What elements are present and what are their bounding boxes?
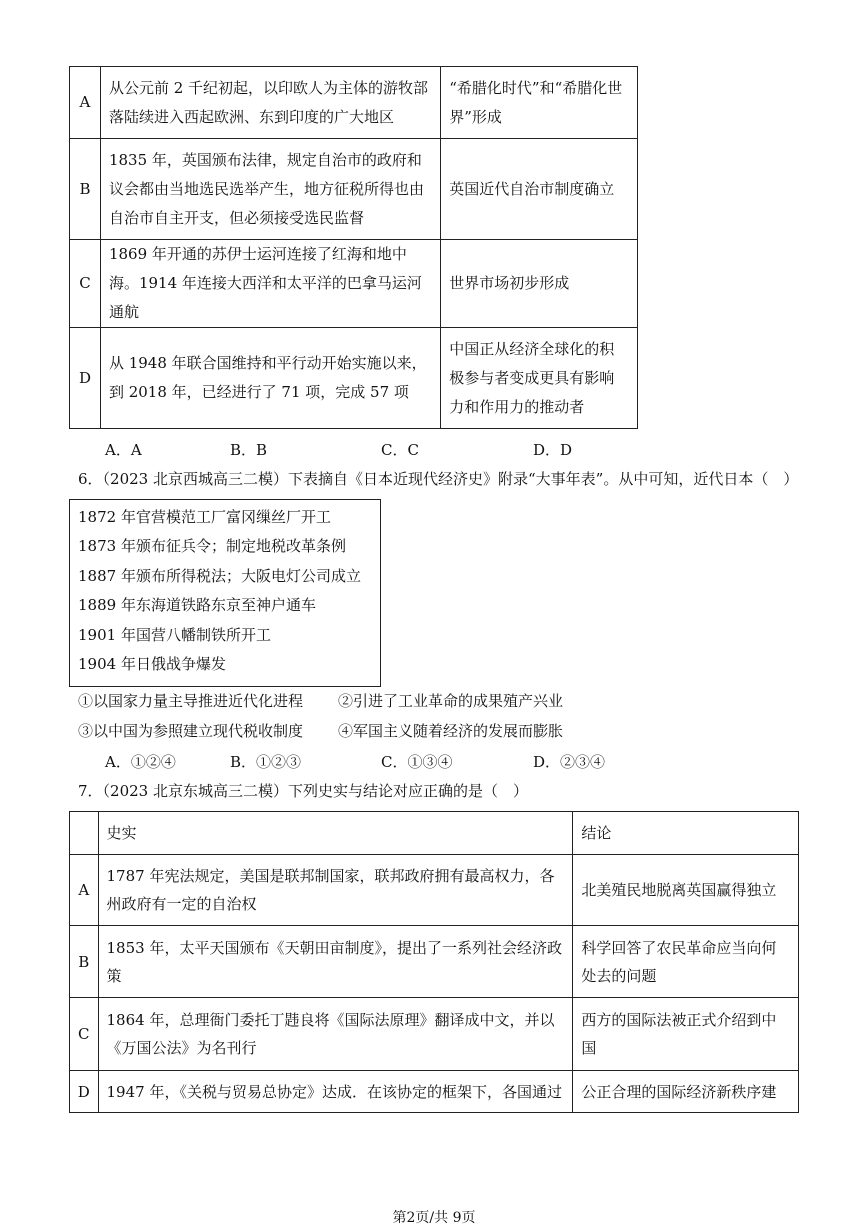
event-year: 1901 年 <box>78 626 136 644</box>
row-label: A <box>70 855 99 926</box>
table-row <box>70 139 638 240</box>
row-label: D <box>70 328 101 429</box>
row-label: B <box>70 139 101 240</box>
event-row <box>78 506 331 528</box>
q6-stem: 6．（2023 北京西城高三二模）下表摘自《日本近现代经济史》附录“大事年表”。从中可知，近代日本（ ） <box>78 470 799 488</box>
event-text: 国营八幡制铁所开工 <box>136 626 272 644</box>
event-text: 日俄战争爆发 <box>136 655 227 673</box>
event-year: 1872 年 <box>78 508 136 526</box>
row-label: A <box>70 67 101 139</box>
option-b[interactable]: B．①②③ <box>230 753 302 771</box>
statement-2: ②引进了工业革命的成果殖产兴业 <box>338 692 564 710</box>
conclusion-cell: 英国近代自治市制度确立 <box>441 139 638 240</box>
fact-cell: 1864 年，总理衙门委托丁韪良将《国际法原理》翻译成中文，并以《万国公法》为名刊行 <box>98 998 573 1071</box>
table-header-row <box>70 812 799 855</box>
page-footer: 第2页/共 9页 <box>392 1210 476 1226</box>
conclusion-cell: 公正合理的国际经济新秩序建 <box>573 1071 799 1113</box>
q7-table <box>69 811 799 1113</box>
fact-cell: 1835 年，英国颁布法律，规定自治市的政府和议会都由当地选民选举产生，地方征税所得也由自治市自主开支，但必须接受选民监督 <box>100 139 440 240</box>
event-year: 1873 年 <box>78 537 136 555</box>
q6-event-table <box>69 499 381 687</box>
fact-cell: 1787 年宪法规定，美国是联邦制国家，联邦政府拥有最高权力，各州政府有一定的自治权 <box>98 855 573 926</box>
event-year: 1889 年 <box>78 596 136 614</box>
option-d[interactable]: D．②③④ <box>533 753 606 771</box>
option-a[interactable]: A．①②④ <box>105 753 176 771</box>
event-row <box>78 624 271 646</box>
fact-cell: 1947 年，《关税与贸易总协定》达成．在该协定的框架下，各国通过 <box>98 1071 573 1113</box>
conclusion-cell: 西方的国际法被正式介绍到中国 <box>573 998 799 1071</box>
q5-table <box>69 66 638 429</box>
option-a[interactable]: A．A <box>105 441 142 459</box>
event-row <box>78 565 361 587</box>
option-b[interactable]: B．B <box>230 441 268 459</box>
table-row <box>70 67 638 139</box>
fact-cell: 从 1948 年联合国维持和平行动开始实施以来，到 2018 年，已经进行了 71 项，完成 57 项 <box>100 328 440 429</box>
row-label: C <box>70 998 99 1071</box>
table-row <box>70 926 799 998</box>
row-label: C <box>70 240 101 328</box>
table-row <box>70 1071 799 1113</box>
event-row <box>78 653 226 675</box>
table-row <box>70 998 799 1071</box>
conclusion-cell: 中国正从经济全球化的积极参与者变成更具有影响力和作用力的推动者 <box>441 328 638 429</box>
statement-3: ③以中国为参照建立现代税收制度 <box>78 722 304 740</box>
option-c[interactable]: C．C <box>381 441 419 459</box>
event-text: 官营模范工厂富冈缫丝厂开工 <box>136 508 332 526</box>
fact-cell: 从公元前 2 千纪初起，以印欧人为主体的游牧部落陆续进入西起欧洲、东到印度的广大地区 <box>100 67 440 139</box>
statement-1: ①以国家力量主导推进近代化进程 <box>78 692 304 710</box>
option-c[interactable]: C．①③④ <box>381 753 453 771</box>
q7-stem: 7．（2023 北京东城高三二模）下列史实与结论对应正确的是（ ） <box>78 782 528 800</box>
event-year: 1887 年 <box>78 567 136 585</box>
header-label <box>70 812 99 855</box>
table-row <box>70 240 638 328</box>
conclusion-cell: 北美殖民地脱离英国赢得独立 <box>573 855 799 926</box>
fact-cell: 1869 年开通的苏伊士运河连接了红海和地中海。1914 年连接大西洋和太平洋的巴拿马运河通航 <box>100 240 440 328</box>
row-label: B <box>70 926 99 998</box>
row-label: D <box>70 1071 99 1113</box>
conclusion-cell: “希腊化时代”和“希腊化世界”形成 <box>441 67 638 139</box>
event-year: 1904 年 <box>78 655 136 673</box>
header-conclusion: 结论 <box>573 812 799 855</box>
event-text: 颁布征兵令；制定地税改革条例 <box>136 537 347 555</box>
conclusion-cell: 科学回答了农民革命应当向何处去的问题 <box>573 926 799 998</box>
table-row <box>70 328 638 429</box>
event-row <box>78 594 316 616</box>
statement-4: ④军国主义随着经济的发展而膨胀 <box>338 722 564 740</box>
fact-cell: 1853 年，太平天国颁布《天朝田亩制度》，提出了一系列社会经济政策 <box>98 926 573 998</box>
event-row <box>78 535 346 557</box>
option-d[interactable]: D．D <box>533 441 573 459</box>
event-text: 东海道铁路东京至神户通车 <box>136 596 317 614</box>
conclusion-cell: 世界市场初步形成 <box>441 240 638 328</box>
event-text: 颁布所得税法；大阪电灯公司成立 <box>136 567 362 585</box>
table-row <box>70 855 799 926</box>
header-fact: 史实 <box>98 812 573 855</box>
